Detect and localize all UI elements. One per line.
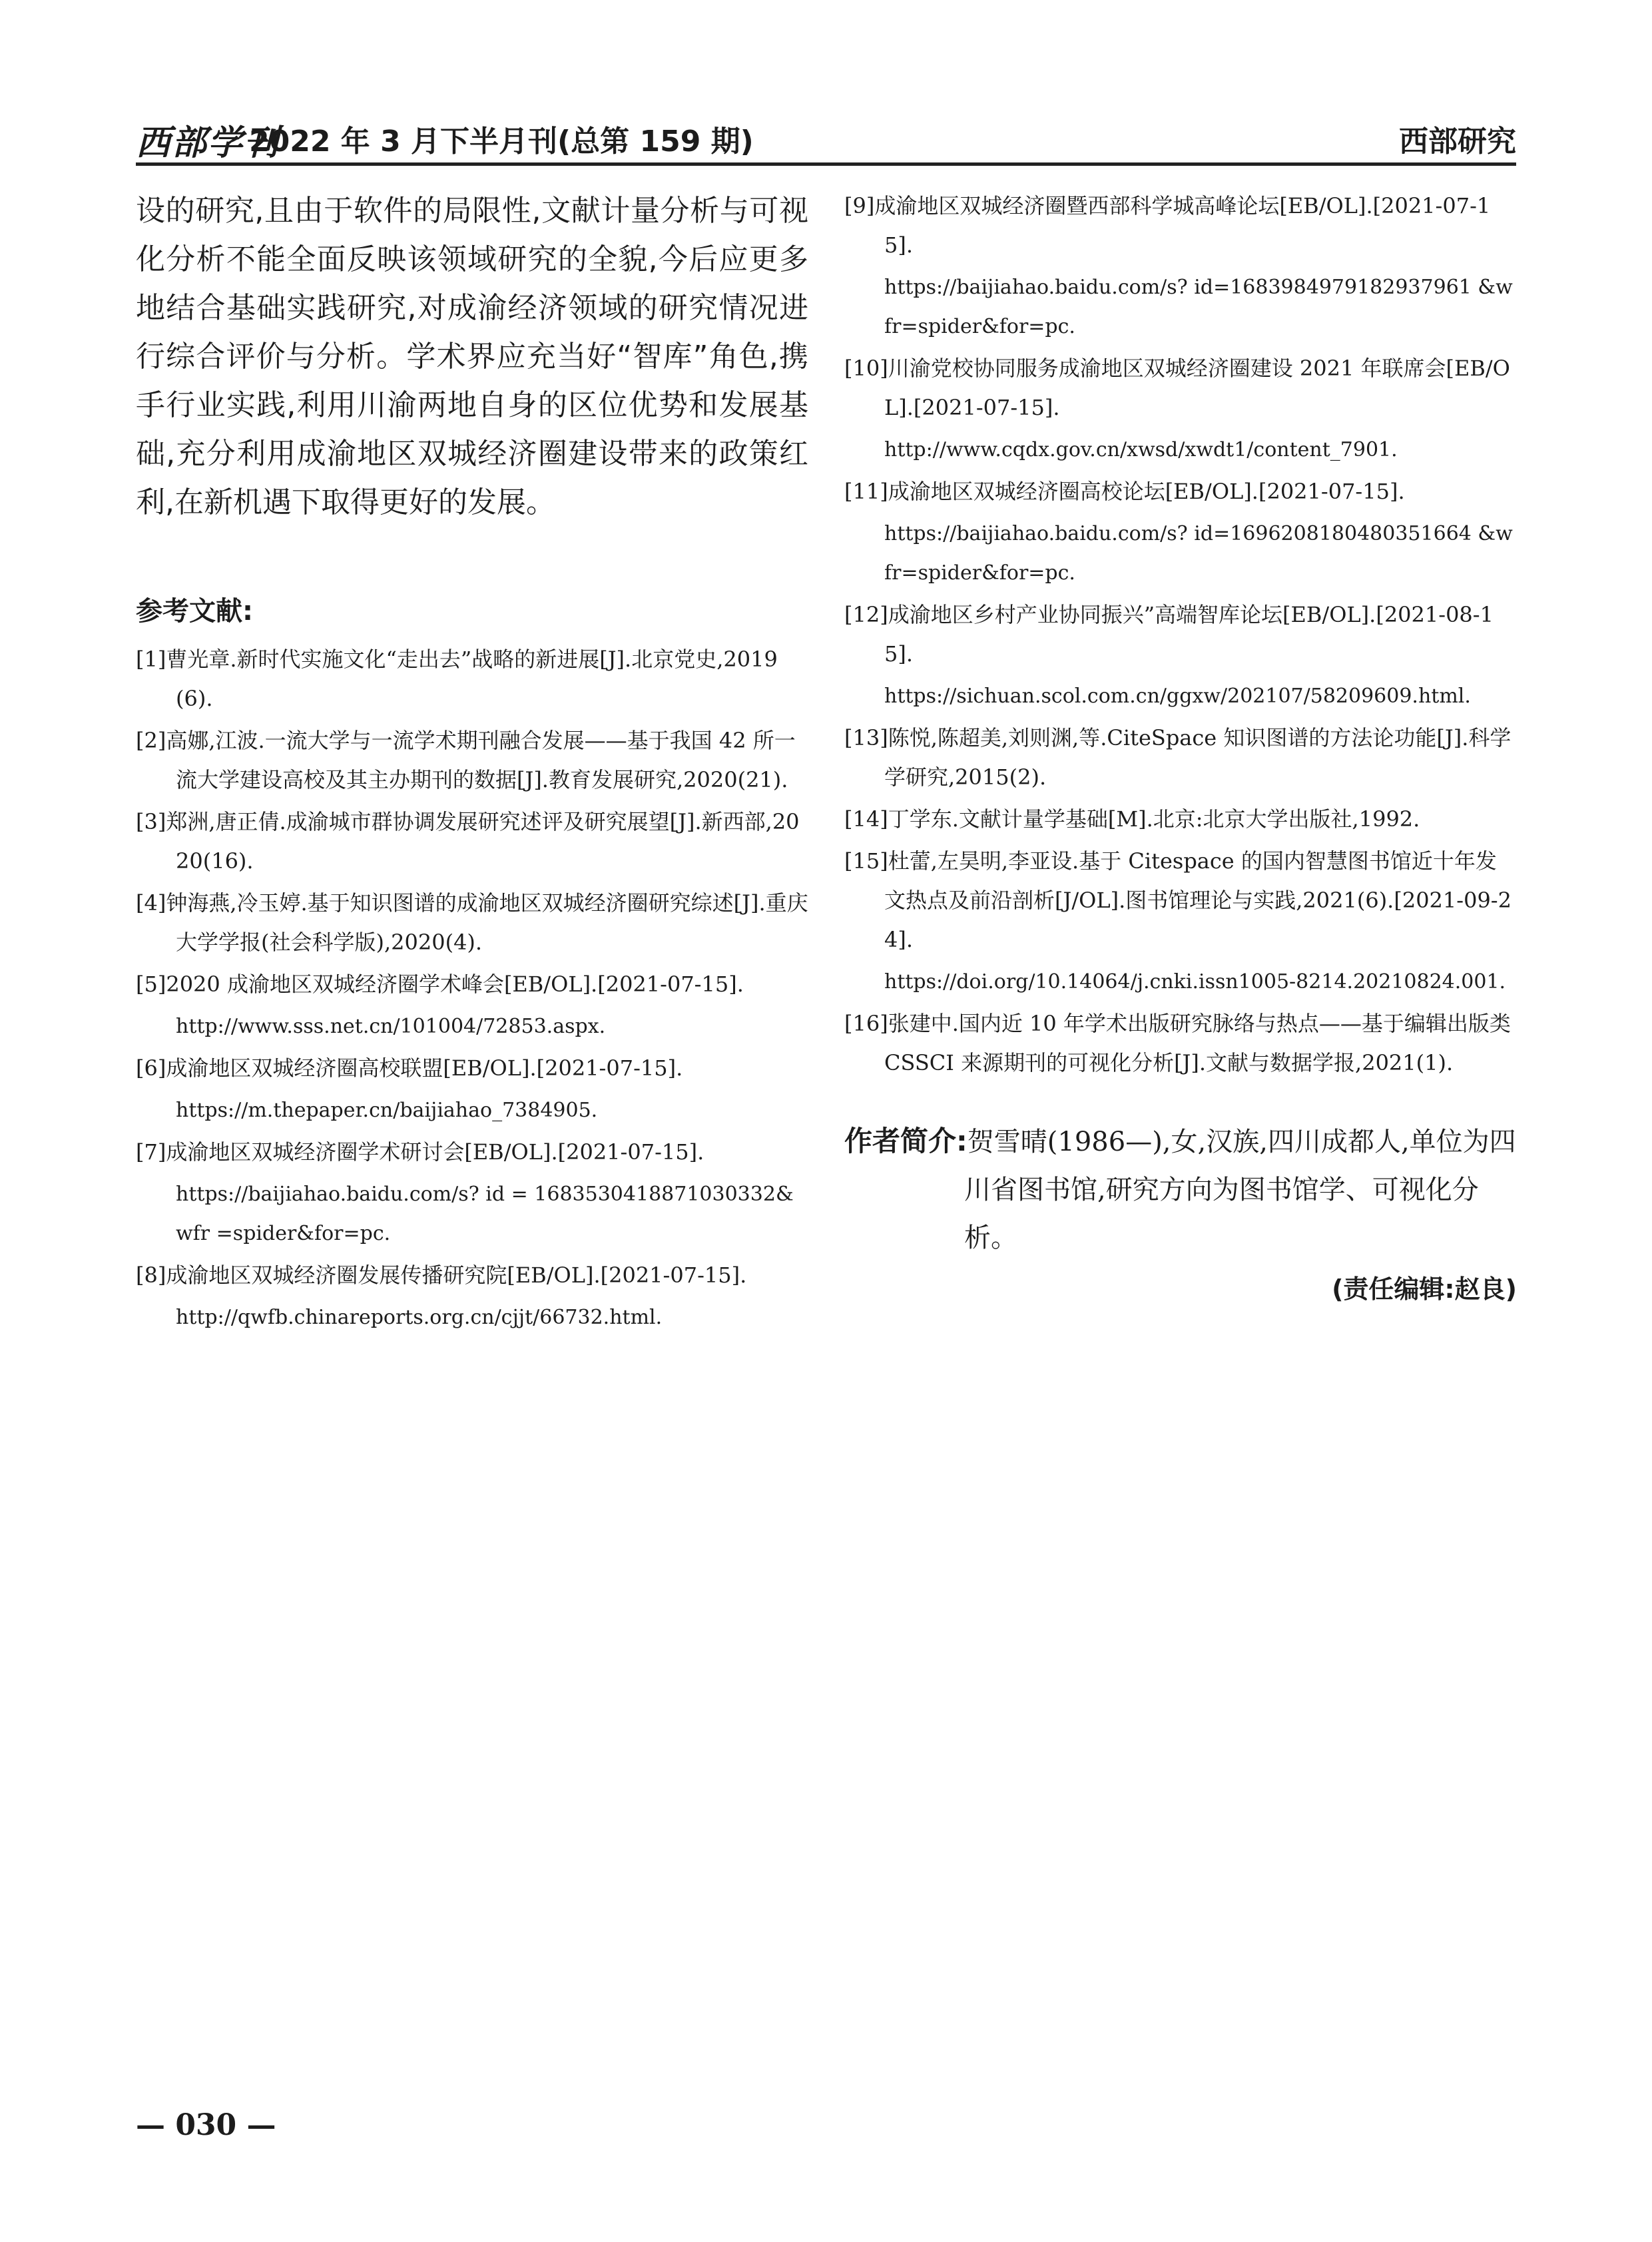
- reference-url: https://doi.org/10.14064/j.cnki.issn1005-8214.20210824.001.: [884, 970, 1506, 993]
- reference-item: [844, 842, 1517, 1001]
- section-title: 西部研究: [1399, 125, 1516, 158]
- right-column: [844, 186, 1517, 1305]
- reference-text: 成渝地区双城经济圈发展传播研究院[EB/OL].[2021-07-15].: [166, 1262, 747, 1288]
- reference-url: http://www.sss.net.cn/101004/72853.aspx.: [176, 1015, 606, 1038]
- reference-item: [844, 186, 1517, 346]
- issue-info: 2022 年 3 月下半月刊(总第 159 期): [249, 125, 754, 158]
- reference-item: [844, 1004, 1517, 1083]
- reference-item: [844, 595, 1517, 716]
- reference-item: [136, 965, 808, 1046]
- reference-item: [844, 800, 1517, 839]
- reference-url: https://baijiahao.baidu.com/s? id=1696208180480351664 &wfr=spider&for=pc.: [884, 522, 1513, 585]
- reference-text: 陈悦,陈超美,刘则渊,等.CiteSpace 知识图谱的方法论功能[J].科学学研究,2015(2).: [884, 725, 1512, 790]
- references-list-left: [136, 640, 808, 1337]
- reference-item: [844, 349, 1517, 469]
- journal-logo: 西部学刊: [136, 123, 280, 163]
- author-bio-label: 作者简介:: [844, 1125, 967, 1157]
- body-paragraph: 设的研究,且由于软件的局限性,文献计量分析与可视化分析不能全面反映该领域研究的全貌,今后应更多地结合基础实践研究,对成渝经济领域的研究情况进行综合评价与分析。学术界应充当好“智库”角色,携手行业实践,利用川渝两地自身的区位优势和发展基础,充分利用成渝地区双城经济圈建设带来的政策红利,在新机遇下取得更好的发展。: [136, 194, 808, 519]
- responsible-editor: (责任编辑:赵良): [1332, 1274, 1517, 1304]
- reference-item: [136, 640, 808, 718]
- reference-url: http://qwfb.chinareports.org.cn/cjjt/66732.html.: [176, 1306, 663, 1329]
- reference-url: https://baijiahao.baidu.com/s? id=1683984979182937961 &wfr=spider&for=pc.: [884, 276, 1513, 338]
- reference-item: [136, 884, 808, 962]
- reference-number: [12]: [844, 602, 888, 627]
- reference-item: [136, 1256, 808, 1337]
- reference-url: https://sichuan.scol.com.cn/ggxw/202107/58209609.html.: [884, 685, 1471, 708]
- reference-text: 成渝地区双城经济圈暨西部科学城高峰论坛[EB/OL].[2021-07-15].: [874, 193, 1491, 258]
- reference-text: 成渝地区乡村产业协同振兴”高端智库论坛[EB/OL].[2021-08-15].: [884, 602, 1494, 667]
- reference-text: 成渝地区双城经济圈学术研讨会[EB/OL].[2021-07-15].: [166, 1139, 704, 1165]
- reference-text: 郑洲,唐正倩.成渝城市群协调发展研究述评及研究展望[J].新西部,2020(16).: [166, 809, 800, 874]
- reference-url: https://baijiahao.baidu.com/s? id = 1683530418871030332&wfr =spider&for=pc.: [176, 1183, 794, 1245]
- reference-number: [15]: [844, 848, 888, 874]
- reference-item: [136, 802, 808, 881]
- reference-text: 高娜,江波.一流大学与一流学术期刊融合发展——基于我国 42 所一流大学建设高校及其主办期刊的数据[J].教育发展研究,2020(21).: [166, 728, 796, 792]
- reference-text: 曹光章.新时代实施文化“走出去”战略的新进展[J].北京党史,2019(6).: [166, 647, 778, 711]
- reference-item: [844, 718, 1517, 797]
- reference-item: [136, 1049, 808, 1130]
- reference-number: [7]: [136, 1139, 166, 1165]
- reference-number: [5]: [136, 972, 166, 997]
- reference-number: [11]: [844, 479, 888, 504]
- reference-text: 丁学东.文献计量学基础[M].北京:北京大学出版社,1992.: [888, 806, 1420, 832]
- reference-text: 钟海燕,冷玉婷.基于知识图谱的成渝地区双城经济圈研究综述[J].重庆大学学报(社会科学版),2020(4).: [166, 890, 808, 955]
- author-bio-text: 贺雪晴(1986—),女,汉族,四川成都人,单位为四川省图书馆,研究方向为图书馆学、可视化分析。: [964, 1127, 1516, 1253]
- author-bio: [844, 1117, 1517, 1262]
- reference-number: [9]: [844, 193, 875, 218]
- reference-text: 张建中.国内近 10 年学术出版研究脉络与热点——基于编辑出版类 CSSCI 来源期刊的可视化分析[J].文献与数据学报,2021(1).: [884, 1011, 1511, 1075]
- page-number: — 030 —: [136, 2108, 276, 2142]
- reference-url: https://m.thepaper.cn/baijiahao_7384905.: [176, 1099, 598, 1122]
- reference-number: [10]: [844, 356, 888, 381]
- reference-number: [14]: [844, 806, 888, 832]
- references-title: 参考文献:: [136, 596, 253, 627]
- reference-text: 2020 成渝地区双城经济圈学术峰会[EB/OL].[2021-07-15].: [166, 972, 744, 997]
- reference-number: [8]: [136, 1262, 166, 1288]
- reference-text: 成渝地区双城经济圈高校联盟[EB/OL].[2021-07-15].: [166, 1055, 683, 1081]
- reference-item: [844, 472, 1517, 593]
- references-list-right: [844, 186, 1517, 1083]
- reference-text: 杜蕾,左昊明,李亚设.基于 Citespace 的国内智慧图书馆近十年发文热点及前沿剖析[J/OL].图书馆理论与实践,2021(6).[2021-09-24].: [884, 848, 1512, 952]
- reference-item: [136, 721, 808, 800]
- reference-item: [136, 1133, 808, 1253]
- reference-number: [1]: [136, 647, 166, 672]
- reference-url: http://www.cqdx.gov.cn/xwsd/xwdt1/content_7901.: [884, 438, 1398, 461]
- reference-text: 川渝党校协同服务成渝地区双城经济圈建设 2021 年联席会[EB/OL].[2021-07-15].: [884, 356, 1510, 420]
- reference-number: [3]: [136, 809, 166, 834]
- left-column: [136, 186, 808, 1340]
- reference-number: [2]: [136, 728, 166, 753]
- reference-number: [16]: [844, 1011, 888, 1036]
- reference-number: [6]: [136, 1055, 166, 1081]
- reference-number: [4]: [136, 890, 166, 916]
- reference-number: [13]: [844, 725, 888, 750]
- page-header: [136, 109, 1516, 166]
- reference-text: 成渝地区双城经济圈高校论坛[EB/OL].[2021-07-15].: [888, 479, 1405, 504]
